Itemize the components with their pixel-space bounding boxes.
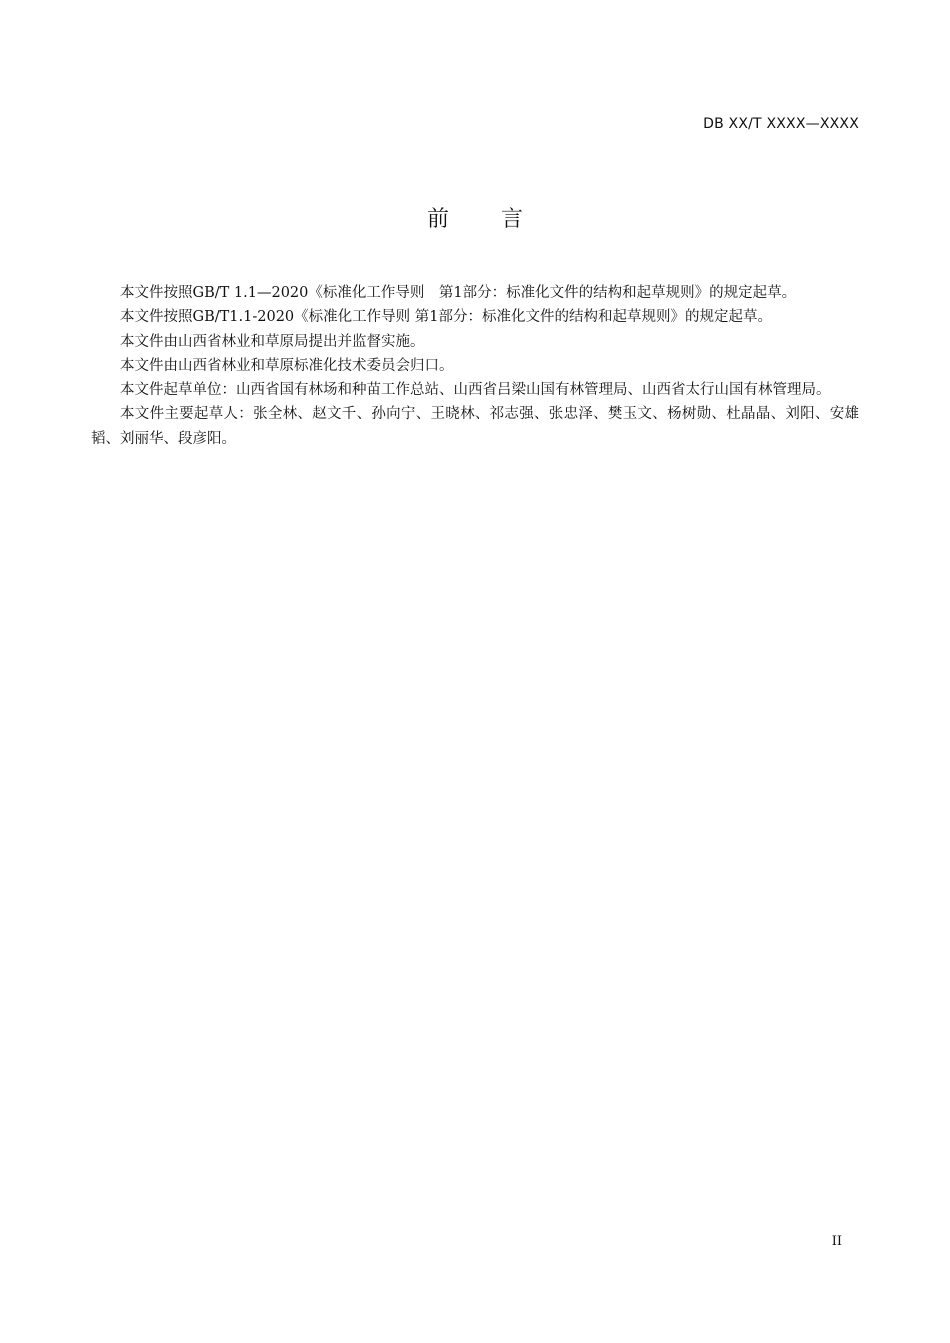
foreword-paragraph: 本文件按照GB/T 1.1—2020《标准化工作导则 第1部分：标准化文件的结构和起草规则》的规定起草。	[120, 285, 797, 301]
foreword-paragraph: 本文件按照GB/T1.1-2020《标准化工作导则 第1部分：标准化文件的结构和起草规则》的规定起草。	[120, 309, 772, 326]
foreword-body	[91, 281, 859, 451]
foreword-paragraph: 本文件主要起草人：张全林、赵文千、孙向宁、王晓林、祁志强、张忠泽、樊玉文、杨树勋、杜晶晶、刘阳、安雄韬、刘丽华、段彦阳。	[91, 406, 859, 447]
page-number: II	[831, 1234, 842, 1249]
page-title: 前言	[426, 207, 575, 232]
foreword-paragraph: 本文件由山西省林业和草原局提出并监督实施。	[120, 333, 425, 350]
foreword-paragraph: 本文件起草单位：山西省国有林场和种苗工作总站、山西省吕梁山国有林管理局、山西省太行山国有林管理局。	[120, 382, 831, 399]
document-code: DB XX/T XXXX—XXXX	[703, 116, 859, 132]
foreword-paragraph: 本文件由山西省林业和草原标准化技术委员会归口。	[120, 357, 454, 374]
